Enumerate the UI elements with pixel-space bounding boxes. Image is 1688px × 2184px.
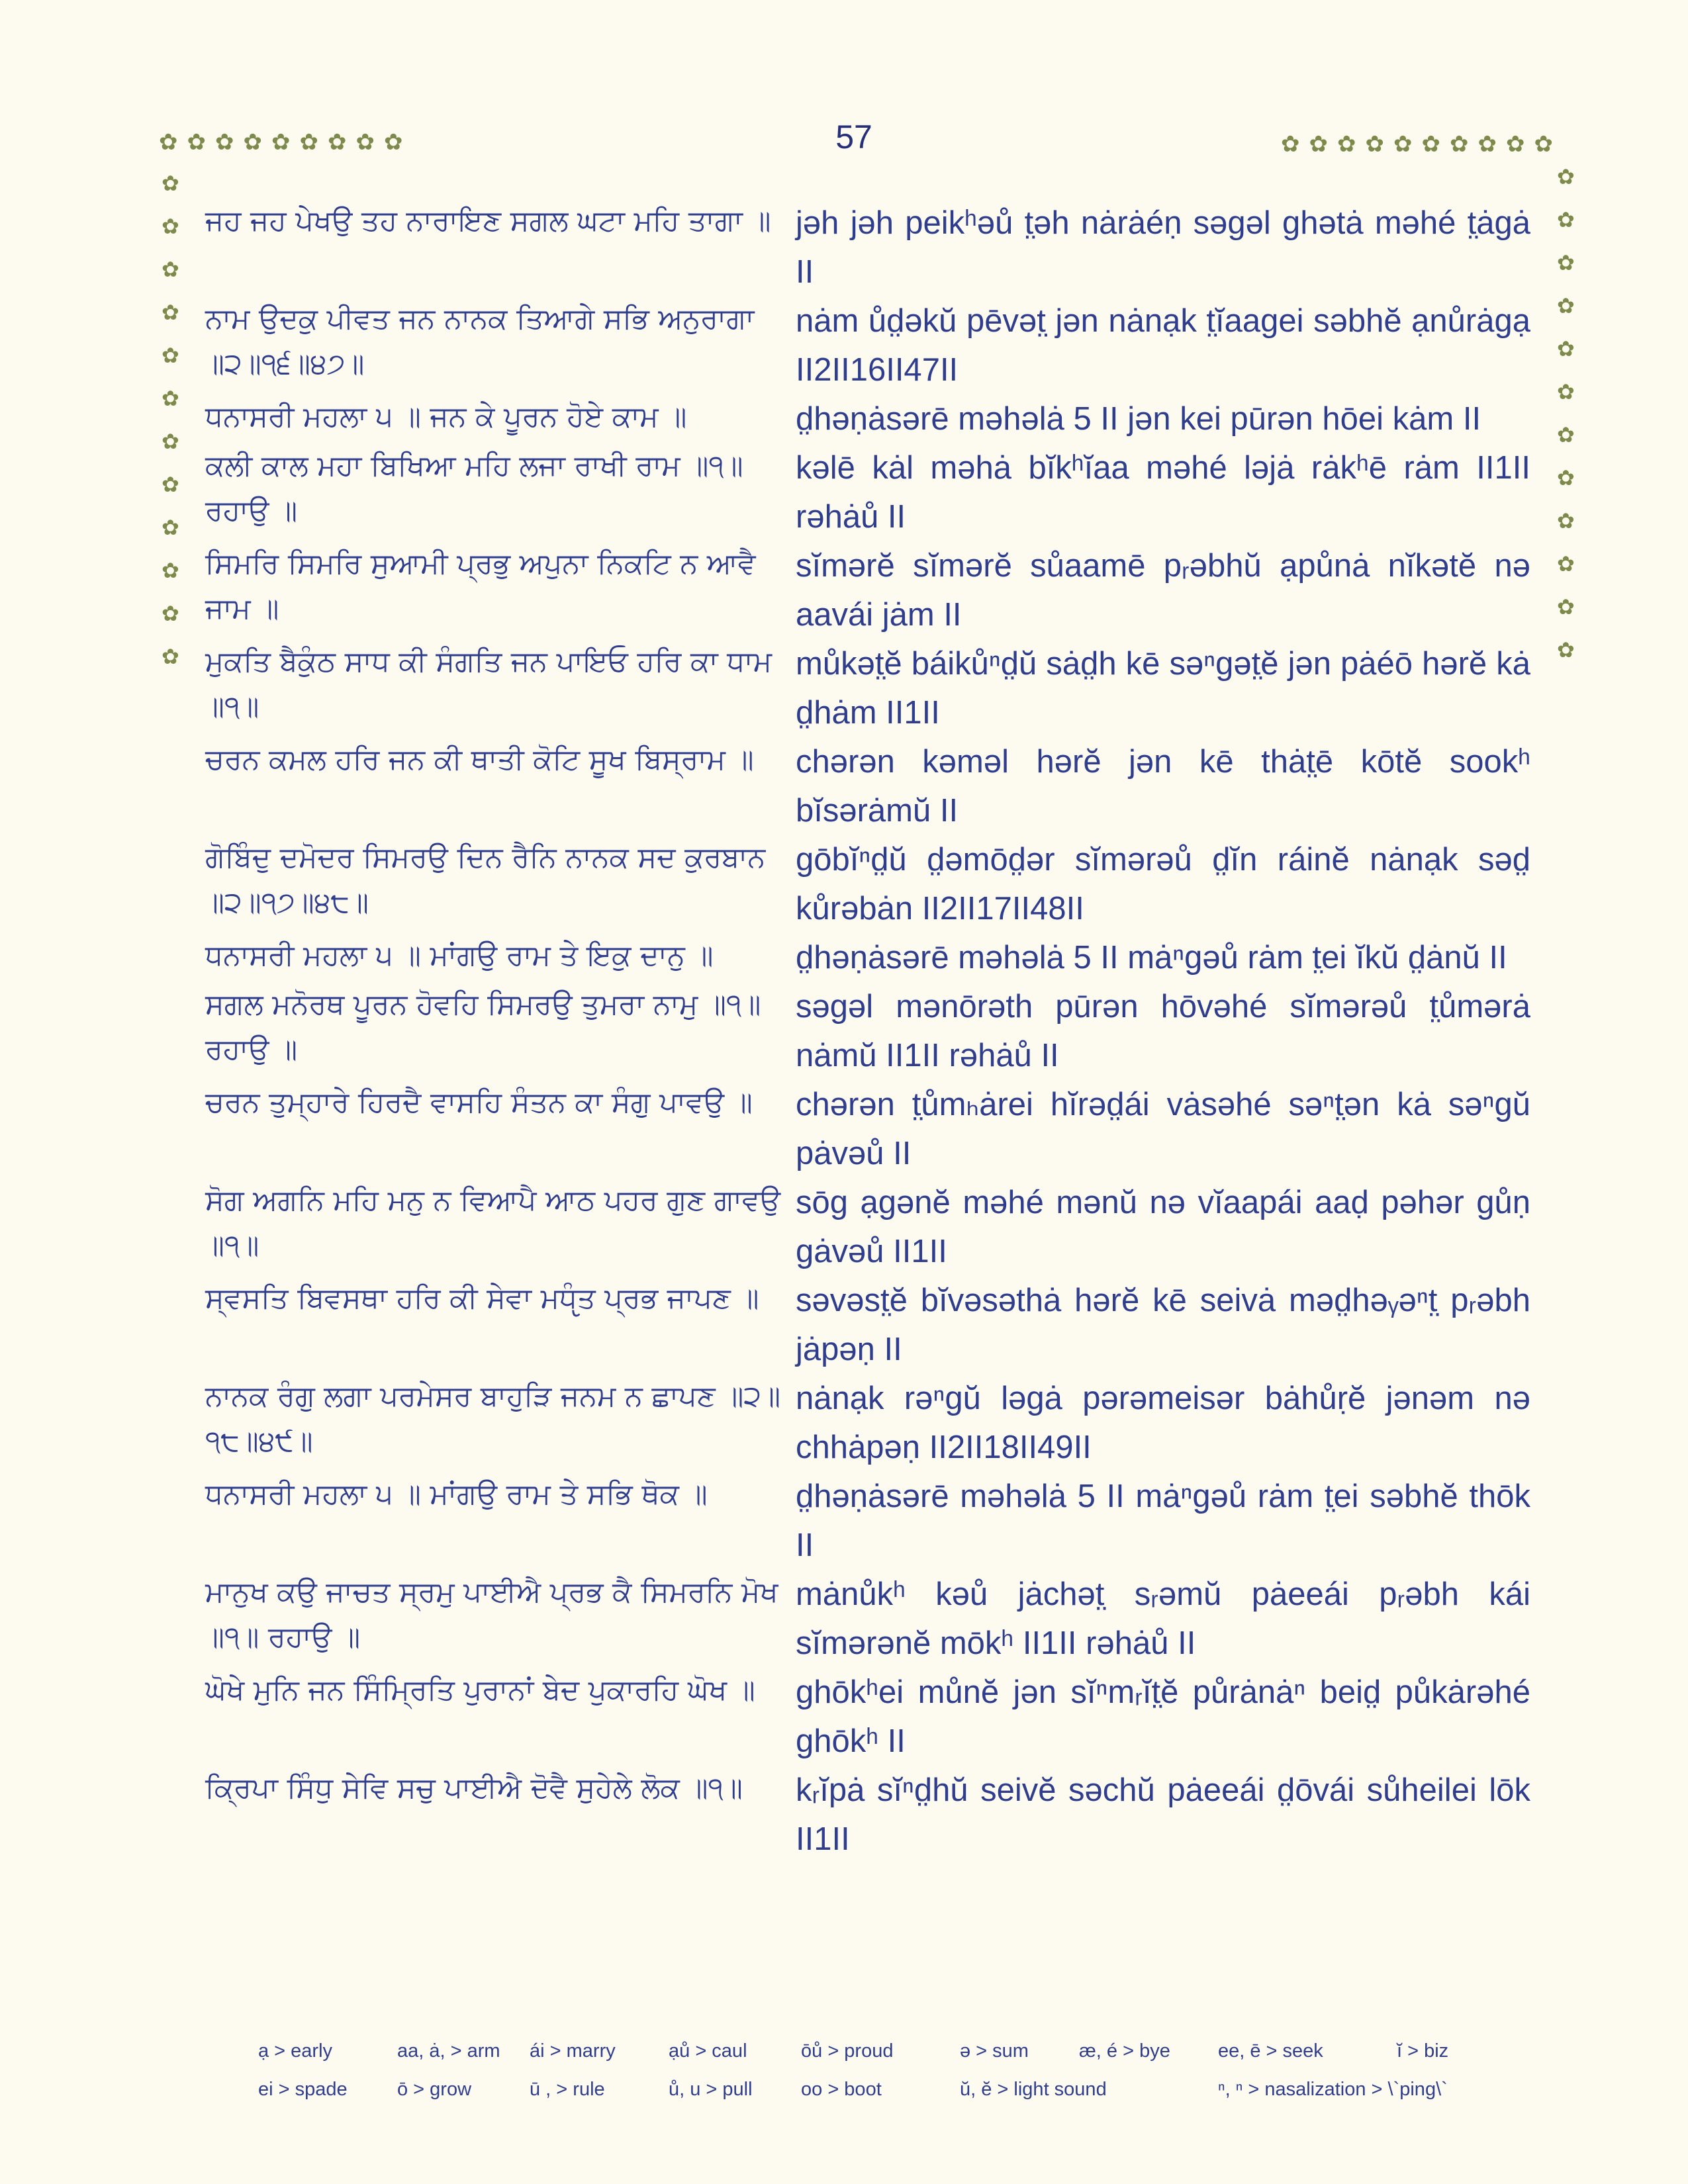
verse-row xyxy=(205,1276,1536,1374)
flower-icon: ✿ xyxy=(1309,131,1328,158)
verse-row xyxy=(205,1766,1536,1864)
legend-item: oo > boot xyxy=(801,2078,882,2100)
verse-list xyxy=(205,199,1536,1864)
flower-icon: ✿ xyxy=(162,558,179,583)
flower-icon: ✿ xyxy=(162,386,179,411)
flower-icon: ✿ xyxy=(162,257,179,282)
flower-icon: ✿ xyxy=(162,343,179,368)
flower-icon: ✿ xyxy=(1557,594,1575,619)
legend-item: ái > marry xyxy=(530,2040,616,2062)
flower-icon: ✿ xyxy=(1557,164,1575,189)
verse-row xyxy=(205,1080,1536,1178)
transliteration-text: gōbĭⁿd̤ŭ d̤əmōd̤ər sĭmərəů d̤ĭn ráinĕ nȧnạk səd̤ kůrəbȧn II2II17II48II xyxy=(796,842,1530,927)
transliteration-text: səvəst̤ĕ bĭvəsəthȧ hərĕ kē seivȧ məd̤həᵧəⁿt̤ pᵣəbh jȧpəṇ II xyxy=(796,1283,1530,1367)
flower-border-top-left xyxy=(159,129,403,156)
flower-icon: ✿ xyxy=(1450,131,1469,158)
flower-icon: ✿ xyxy=(1557,379,1575,404)
flower-icon: ✿ xyxy=(328,129,347,156)
verse-row xyxy=(205,199,1536,296)
legend-item: aa, ȧ, > arm xyxy=(397,2040,500,2062)
gurmukhi-text: ਚਰਨ ਤੁਮ੍ਹਾਰੇ ਹਿਰਦੈ ਵਾਸਹਿ ਸੰਤਨ ਕਾ ਸੰਗੁ ਪਾਵਉ ॥ xyxy=(205,1086,753,1119)
legend-row xyxy=(258,2070,1516,2109)
flower-border-right xyxy=(1557,164,1575,662)
flower-icon: ✿ xyxy=(1557,465,1575,490)
verse-row xyxy=(205,541,1536,639)
transliteration-text: nȧm ůd̤əkŭ pēvət̤ jən nȧnạk t̤ĭaagei səbhĕ ạnůrȧgạ II2II16II47II xyxy=(796,303,1530,388)
legend-item: ⁿ, ⁿ > nasalization > \`ping\` xyxy=(1218,2078,1448,2100)
verse-row xyxy=(205,1472,1536,1570)
legend-item: ạů > caul xyxy=(669,2040,747,2062)
transliteration-text: nȧnạk rəⁿgŭ ləgȧ pərəmeisər bȧhůṛĕ jənəm nə chhȧpəṇ II2II18II49II xyxy=(796,1381,1530,1465)
flower-icon: ✿ xyxy=(1365,131,1384,158)
flower-icon: ✿ xyxy=(243,129,262,156)
gurmukhi-text: ਘੋਖੇ ਮੁਨਿ ਜਨ ਸਿੰਮ੍ਰਿਤਿ ਪੁਰਾਨਾਂ ਬੇਦ ਪੁਕਾਰਹਿ ਘੋਖ ॥ xyxy=(205,1674,755,1707)
legend-item: ei > spade xyxy=(258,2078,348,2100)
legend-item: ŭ, ĕ > light sound xyxy=(960,2078,1107,2100)
flower-icon: ✿ xyxy=(162,472,179,497)
transliteration-text: chərən kəməl hərĕ jən kē thȧt̤ē kōtĕ sookʰ bĭsərȧmŭ II xyxy=(796,744,1530,829)
flower-icon: ✿ xyxy=(1393,131,1413,158)
flower-icon: ✿ xyxy=(162,601,179,626)
transliteration-text: chərən t̤ůmₕȧrei hĭrəd̤ái vȧsəhé səⁿt̤ən kȧ səⁿgŭ pȧvəů II xyxy=(796,1087,1530,1171)
transliteration-text: kᵣĭpȧ sĭⁿd̤hŭ seivĕ səchŭ pȧeeái d̤ōvái sůheilei lōk II1II xyxy=(796,1772,1530,1857)
gurmukhi-text: ਧਨਾਸਰੀ ਮਹਲਾ ੫ ॥ ਮਾਂਗਉ ਰਾਮ ਤੇ ਸਭਿ ਥੋਕ ॥ xyxy=(205,1478,708,1511)
gurmukhi-text: ਚਰਨ ਕਮਲ ਹਰਿ ਜਨ ਕੀ ਥਾਤੀ ਕੋਟਿ ਸੂਖ ਬਿਸ੍ਰਾਮ ॥ xyxy=(205,743,754,776)
flower-icon: ✿ xyxy=(1557,551,1575,576)
flower-icon: ✿ xyxy=(162,300,179,325)
legend-item: ōů > proud xyxy=(801,2040,894,2062)
gurmukhi-text: ਕਲੀ ਕਾਲ ਮਹਾ ਬਿਖਿਆ ਮਹਿ ਲਜਾ ਰਾਖੀ ਰਾਮ ॥੧॥ ਰਹਾਉ ॥ xyxy=(205,449,743,527)
gurmukhi-text: ਧਨਾਸਰੀ ਮਹਲਾ ੫ ॥ ਮਾਂਗਉ ਰਾਮ ਤੇ ਇਕੁ ਦਾਨੁ ॥ xyxy=(205,939,714,972)
verse-row xyxy=(205,1668,1536,1766)
verse-row xyxy=(205,737,1536,835)
legend-item: ū , > rule xyxy=(530,2078,605,2100)
flower-icon: ✿ xyxy=(1281,131,1300,158)
transliteration-text: d̤həṇȧsərē məhəlȧ 5 II mȧⁿgəů rȧm t̤ei səbhĕ thōk II xyxy=(796,1479,1530,1563)
flower-icon: ✿ xyxy=(1557,637,1575,662)
flower-icon: ✿ xyxy=(1506,131,1525,158)
transliteration-text: sĭmərĕ sĭmərĕ sůaamē pᵣəbhŭ ạpůnȧ nĭkətĕ nə aavái jȧm II xyxy=(796,548,1530,633)
verse-row xyxy=(205,1570,1536,1668)
flower-icon: ✿ xyxy=(162,644,179,669)
transliteration-text: d̤həṇȧsərē məhəlȧ 5 II mȧⁿgəů rȧm t̤ei ĭkŭ d̤ȧnŭ II xyxy=(796,940,1507,976)
gurmukhi-text: ਸੋਗ ਅਗਨਿ ਮਹਿ ਮਨੁ ਨ ਵਿਆਪੈ ਆਠ ਪਹਰ ਗੁਣ ਗਾਵਉ ॥੧॥ xyxy=(205,1184,781,1262)
legend-item: ee, ē > seek xyxy=(1218,2040,1323,2062)
flower-icon: ✿ xyxy=(1557,336,1575,361)
transliteration-text: kəlē kȧl məhȧ bĭkʰĭaa məhé ləjȧ rȧkʰē rȧm II1II rəhȧů II xyxy=(796,450,1530,535)
legend-item: ĭ > biz xyxy=(1397,2040,1449,2062)
transliteration-text: d̤həṇȧsərē məhəlȧ 5 II jən kei pūrən hōei kȧm II xyxy=(796,401,1481,437)
legend-item: ō > grow xyxy=(397,2078,472,2100)
flower-icon: ✿ xyxy=(187,129,206,156)
gurmukhi-text: ਨਾਮ ਉਦਕੁ ਪੀਵਤ ਜਨ ਨਾਨਕ ਤਿਆਗੇ ਸਭਿ ਅਨੁਰਾਗਾ ॥੨॥੧੬॥੪੭॥ xyxy=(205,302,755,381)
verse-row xyxy=(205,443,1536,541)
verse-row xyxy=(205,394,1536,443)
gurmukhi-text: ਸ੍ਵਸਤਿ ਬਿਵਸਥਾ ਹਰਿ ਕੀ ਸੇਵਾ ਮਧੵੰਤ ਪ੍ਰਭ ਜਾਪਣ ॥ xyxy=(205,1282,759,1315)
flower-icon: ✿ xyxy=(1557,293,1575,318)
flower-icon: ✿ xyxy=(1557,207,1575,232)
legend-item: ạ > early xyxy=(258,2040,333,2062)
flower-icon: ✿ xyxy=(159,129,178,156)
gurmukhi-text: ਸਗਲ ਮਨੋਰਥ ਪੂਰਨ ਹੋਵਹਿ ਸਿਮਰਉ ਤੁਮਰਾ ਨਾਮੁ ॥੧॥ ਰਹਾਉ ॥ xyxy=(205,988,761,1066)
gurmukhi-text: ਕ੍ਰਿਪਾ ਸਿੰਧੁ ਸੇਵਿ ਸਚੁ ਪਾਈਐ ਦੋਵੈ ਸੁਹੇਲੇ ਲੋਕ ॥੧॥ xyxy=(205,1772,743,1805)
flower-icon: ✿ xyxy=(384,129,403,156)
gurmukhi-text: ਜਹ ਜਹ ਪੇਖਉ ਤਹ ਨਾਰਾਇਣ ਸਗਲ ਘਟਾ ਮਹਿ ਤਾਗਾ ॥ xyxy=(205,205,771,238)
flower-icon: ✿ xyxy=(162,429,179,454)
verse-row xyxy=(205,639,1536,737)
transliteration-text: můkət̤ĕ báikůⁿd̤ŭ sȧd̤h kē səⁿgət̤ĕ jən pȧéō hərĕ kȧ d̤hȧm II1II xyxy=(796,646,1530,731)
transliteration-text: səgəl mənōrəth pūrən hōvəhé sĭmərəů t̤ůmərȧ nȧmŭ II1II rəhȧů II xyxy=(796,989,1530,1073)
flower-icon: ✿ xyxy=(162,214,179,239)
verse-row xyxy=(205,296,1536,394)
pronunciation-legend xyxy=(258,2032,1516,2109)
flower-icon: ✿ xyxy=(1557,250,1575,275)
flower-icon: ✿ xyxy=(299,129,318,156)
flower-icon: ✿ xyxy=(162,515,179,540)
legend-item: ů, u > pull xyxy=(669,2078,753,2100)
flower-icon: ✿ xyxy=(1337,131,1356,158)
legend-row xyxy=(258,2032,1516,2070)
flower-icon: ✿ xyxy=(1557,508,1575,533)
gurmukhi-text: ਗੋਬਿੰਦੁ ਦਮੋਦਰ ਸਿਮਰਉ ਦਿਨ ਰੈਨਿ ਨਾਨਕ ਸਦ ਕੁਰਬਾਨ ॥੨॥੧੭॥੪੮॥ xyxy=(205,841,766,919)
gurmukhi-text: ਮਾਨੁਖ ਕਉ ਜਾਚਤ ਸ੍ਰਮੁ ਪਾਈਐ ਪ੍ਰਭ ਕੈ ਸਿਮਰਨਿ ਮੋਖ ॥੧॥ ਰਹਾਉ ॥ xyxy=(205,1576,778,1654)
flower-icon: ✿ xyxy=(1477,131,1497,158)
flower-icon: ✿ xyxy=(271,129,291,156)
gurmukhi-text: ਮੁਕਤਿ ਬੈਕੁੰਠ ਸਾਧ ਕੀ ਸੰਗਤਿ ਜਨ ਪਾਇਓ ਹਰਿ ਕਾ ਧਾਮ ॥੧॥ xyxy=(205,645,772,723)
gurmukhi-text: ਨਾਨਕ ਰੰਗੁ ਲਗਾ ਪਰਮੇਸਰ ਬਾਹੁੜਿ ਜਨਮ ਨ ਛਾਪਣ ॥੨॥੧੮॥੪੯॥ xyxy=(205,1380,781,1458)
flower-icon: ✿ xyxy=(355,129,375,156)
transliteration-text: jəh jəh peikʰəů t̤əh nȧrȧéṇ səgəl ghətȧ məhé t̤ȧgȧ II xyxy=(796,205,1530,290)
verse-row xyxy=(205,982,1536,1080)
verse-row xyxy=(205,1374,1536,1472)
flower-icon: ✿ xyxy=(1557,422,1575,447)
transliteration-text: ghōkʰei můnĕ jən sĭⁿmᵣĭt̤ĕ půrȧnȧⁿ beid̤ půkȧrəhé ghōkʰ II xyxy=(796,1674,1530,1759)
flower-icon: ✿ xyxy=(1534,131,1553,158)
flower-icon: ✿ xyxy=(1421,131,1440,158)
flower-icon: ✿ xyxy=(215,129,234,156)
flower-border-top-right xyxy=(1281,131,1553,158)
flower-icon: ✿ xyxy=(162,171,179,196)
legend-item: æ, é > bye xyxy=(1079,2040,1170,2062)
transliteration-text: mȧnůkʰ kəů jȧchət̤ sᵣəmŭ pȧeeái pᵣəbh kái sĭmərənĕ mōkʰ II1II rəhȧů II xyxy=(796,1576,1530,1661)
page-number: 57 xyxy=(835,118,872,156)
transliteration-text: sōg ạgənĕ məhé mənŭ nə vĭaapái aaḍ pəhər gůṇ gȧvəů II1II xyxy=(796,1185,1530,1269)
gurmukhi-text: ਧਨਾਸਰੀ ਮਹਲਾ ੫ ॥ ਜਨ ਕੇ ਪੂਰਨ ਹੋਏ ਕਾਮ ॥ xyxy=(205,400,687,433)
verse-row xyxy=(205,933,1536,982)
flower-border-left xyxy=(162,171,179,669)
verse-row xyxy=(205,835,1536,933)
legend-item: ə > sum xyxy=(960,2040,1029,2062)
verse-row xyxy=(205,1178,1536,1276)
gurmukhi-text: ਸਿਮਰਿ ਸਿਮਰਿ ਸੁਆਮੀ ਪ੍ਰਭੁ ਅਪੁਨਾ ਨਿਕਟਿ ਨ ਆਵੈ ਜਾਮ ॥ xyxy=(205,547,756,625)
